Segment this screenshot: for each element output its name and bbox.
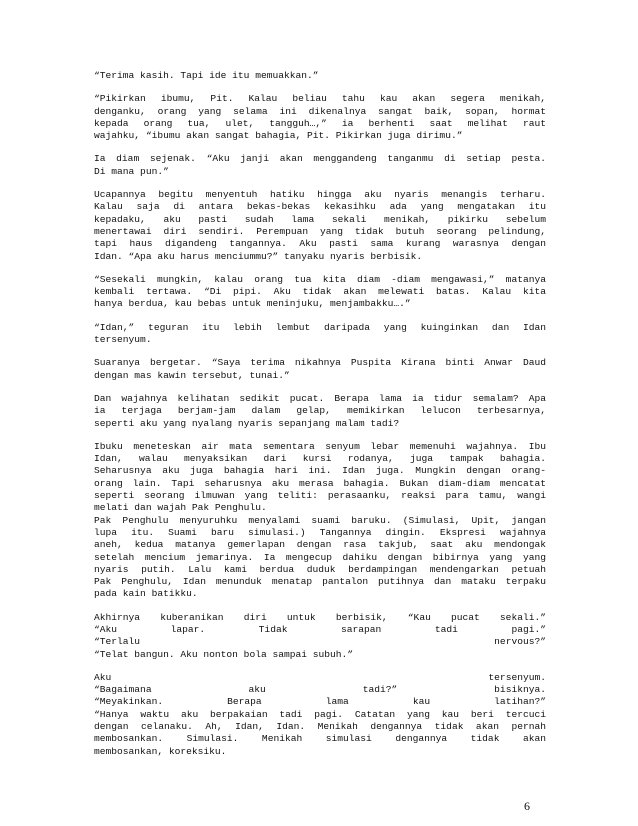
paragraph (94, 70, 546, 82)
text-line: setelah mencium jemarinya. Ia mengecup dahiku dengan bibirnya yang yang (94, 551, 546, 563)
paragraph (94, 672, 546, 758)
page-number: 6 (524, 799, 530, 813)
paragraph (94, 189, 546, 263)
text-line: Seharusnya aku juga bahagia hari ini. Idan juga. Mungkin dengan orang- (94, 465, 546, 477)
text-line: ia terjaga berjam-jam dalam gelap, memikirkan lelucon terbesarnya, (94, 405, 546, 417)
text-line: “Telat bangun. Aku nonton bola sampai subuh.” (94, 648, 354, 660)
text-line: “Idan,” teguran itu lebih lembut daripada yang kuinginkan dan Idan (94, 321, 546, 333)
text-line: Aku tersenyum. (94, 671, 546, 683)
text-line: tersenyum. (94, 334, 152, 346)
text-line: tapi haus digandeng tangannya. Aku pasti sama kurang warasnya dengan (94, 238, 546, 250)
text-line: membosankan. Simulasi. Menikah simulasi dengannya tidak akan (94, 733, 546, 745)
paragraph (94, 153, 546, 178)
paragraph (94, 93, 546, 142)
text-line: orang lain. Tapi seharusnya aku merasa bahagia. Bukan diam-diam mencatat (94, 477, 546, 489)
text-line: menertawai diri sendiri. Perempuan yang tidak butuh seorang pelindung, (94, 225, 546, 237)
text-line: Kalau saja di antara bekas-bekas kekasihku ada yang mengatakan itu (94, 201, 546, 213)
text-line: aneh, kedua matanya gemerlapan dengan rasa takjub, saat aku mendongak (94, 539, 546, 551)
text-line: Ucapannya begitu menyentuh hatiku hingga aku nyaris menangis terharu. (94, 189, 546, 201)
text-line: melati dan wajah Pak Penghulu. (94, 502, 267, 514)
paragraph (94, 612, 546, 661)
text-line: “Sesekali mungkin, kalau orang tua kita diam -diam mengawasi,” matanya (94, 273, 546, 285)
paragraph (94, 441, 546, 515)
text-line: seperti seorang ilmuwan yang teliti: perasaanku, reaksi para tamu, wangi (94, 490, 546, 502)
paragraph (94, 274, 546, 311)
paragraph (94, 393, 546, 430)
paragraph (94, 322, 546, 347)
text-line: “Bagaimana aku tadi?” bisiknya. (94, 684, 546, 696)
text-line: Dan wajahnya kelihatan sedikit pucat. Berapa lama ia tidur semalam? Apa (94, 392, 546, 404)
text-line: wajahku, “ibumu akan sangat bahagia, Pit. Pikirkan juga dirimu.” (94, 130, 463, 142)
document-body (94, 70, 546, 769)
text-line: kepadaku, aku pasti sudah lama sekali menikah, pikirku sebelum (94, 213, 546, 225)
text-line: Idan, walau menyaksikan dari kursi rodanya, juga tampak bahagia. (94, 453, 546, 465)
text-line: nyaris putih. Lalu kami berdua duduk berdampingan mendengarkan petuah (94, 563, 546, 575)
text-line: dengan mas kawin tersebut, tunai.” (94, 369, 290, 381)
text-line: Pak Penghulu, Idan menunduk menatap pantalon putihnya dan mataku terpaku (94, 576, 546, 588)
text-line: “Pikirkan ibumu, Pit. Kalau beliau tahu kau akan segera menikah, (94, 93, 546, 105)
text-line: “Terlalu nervous?” (94, 636, 546, 648)
text-line: Pak Penghulu menyuruhku menyalami suami baruku. (Simulasi, Upit, jangan (94, 514, 546, 526)
text-line: Suaranya bergetar. “Saya terima nikahnya Puspita Kirana binti Anwar Daud (94, 357, 546, 369)
text-line: “Meyakinkan. Berapa lama kau latihan?” (94, 696, 546, 708)
text-line: kembali tertawa. “Di pipi. Aku tidak akan melewati batas. Kalau kita (94, 286, 546, 298)
text-line: Ibuku meneteskan air mata sementara senyum lebar memenuhi wajahnya. Ibu (94, 440, 546, 452)
text-line: denganku, orang yang selama ini dikenalnya sangat baik, sopan, hormat (94, 105, 546, 117)
text-line: Di mana pun.” (94, 165, 169, 177)
text-line: pada kain batikku. (94, 588, 198, 600)
text-line: lupa itu. Suami baru simulasi.) Tangannya dingin. Ekspresi wajahnya (94, 526, 546, 538)
text-line: seperti aku yang nyalang nyaris sepanjang malam tadi? (94, 417, 400, 429)
paragraph (94, 357, 546, 382)
text-line: “Hanya waktu aku berpakaian tadi pagi. Catatan yang kau beri tercuci (94, 708, 546, 720)
paragraph (94, 515, 546, 601)
text-line: kepada orang tua, ulet, tangguh…,” ia berhenti saat melihat raut (94, 117, 546, 129)
text-line: “Aku lapar. Tidak sarapan tadi pagi.” (94, 623, 546, 635)
text-line: hanya berdua, kau bebas untuk meninjuku, menjambakku….” (94, 298, 411, 310)
text-line: Akhirnya kuberanikan diri untuk berbisik, “Kau pucat sekali.” (94, 611, 546, 623)
text-line: Ia diam sejenak. “Aku janji akan menggandeng tanganmu di setiap pesta. (94, 153, 546, 165)
text-line: dengan celanaku. Ah, Idan, Idan. Menikah dengannya tidak akan pernah (94, 721, 546, 733)
text-line: Idan. “Apa aku harus menciummu?” tanyaku nyaris berbisik. (94, 250, 423, 262)
text-line: membosankan, koreksiku. (94, 745, 227, 757)
text-line: “Terima kasih. Tapi ide itu memuakkan.” (94, 70, 319, 81)
